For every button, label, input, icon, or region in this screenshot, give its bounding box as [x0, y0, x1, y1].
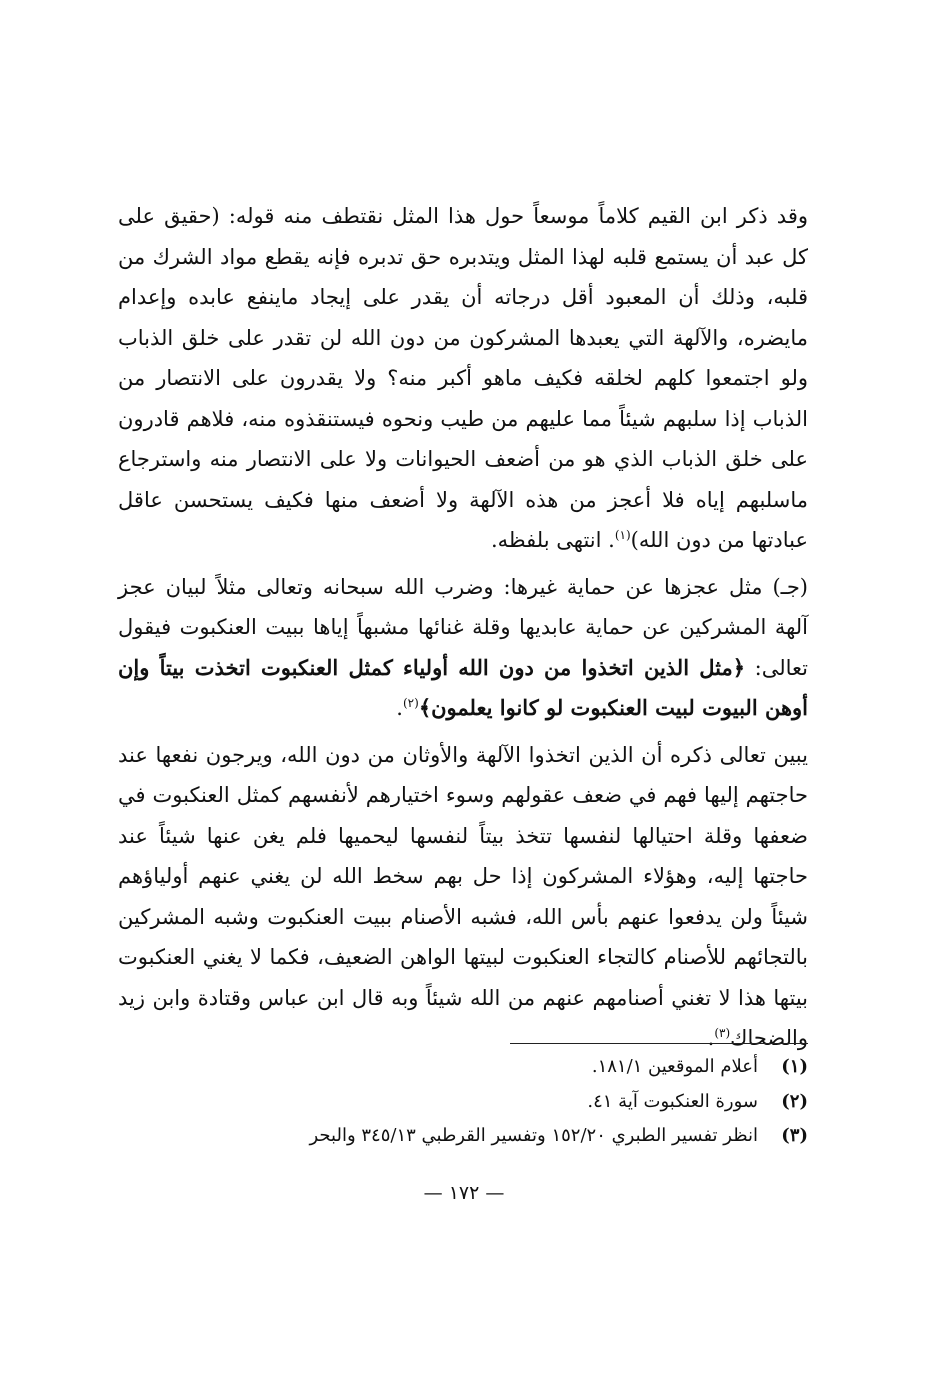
footnote-separator [510, 1043, 808, 1044]
page-number: — ١٧٢ — [423, 1182, 505, 1204]
footnote-ref-3: (٣) [714, 1026, 731, 1040]
paragraph-spider-parable [118, 567, 808, 729]
paragraph-ibn-qayyim-quote [118, 196, 808, 561]
paragraph-end: . انتهى بلفظه. [491, 528, 615, 552]
paragraph-end: . [707, 1026, 715, 1050]
footnote-text: أعلام الموقعين ١٨١/١. [591, 1056, 758, 1077]
main-text [118, 196, 808, 1059]
quran-verse: ﴿مثل الذين اتخذوا من دون الله أولياء كمثل العنكبوت اتخذت بيتاً وإن أوهن البيوت لبيت العنكبوت لو كانوا يعلمون﴾ [118, 654, 808, 720]
footnote-ref-1: (١) [614, 528, 631, 542]
paragraph-end: . [396, 696, 403, 720]
footnote-item [118, 1085, 808, 1120]
footnote-item [118, 1050, 808, 1085]
footnote-text: سورة العنكبوت آية ٤١. [587, 1090, 758, 1112]
paragraph-text: يبين تعالى ذكره أن الذين اتخذوا الآلهة والأوثان من دون الله، ويرجون نفعها عند حاجتهم إليها فهم في ضعف عقولهم وسوء اختيارهم لأنفسهم كمثل العنكبوت في ضعفها وقلة احتيالها لنفسها تتخذ بيتاً لنفسها ليحميها فلم يغن عنها شيئاً عند حاجتها إليه، وهؤلاء المشركون إذا حل بهم سخط الله لن يغني عنهم أولياؤهم شيئاً ولن يدفعوا عنهم بأس الله، فشبه الأصنام ببيت العنكبوت وشبه المشركين بالتجائهم للأصنام كالتجاء العنكبوت لبيتها الواهن الضعيف، فكما لا يغني العنكبوت بيتها هذا لا تغني أصنامهم عنهم من الله شيئاً وبه قال ابن عباس وقتادة وابن زيد والضحاك [118, 742, 808, 1050]
paragraph-text: وقد ذكر ابن القيم كلاماً موسعاً حول هذا المثل نقتطف منه قوله: (حقيق على كل عبد أن يستمع قلبه لهذا المثل ويتدبره حق تدبره فإنه يقطع مواد الشرك من قلبه، وذلك أن المعبود أقل درجاته أن يقدر على إيجاد ماينفع عابده وإعدام مايضره، والآلهة التي يعبدها المشركون من دون الله لن تقدر على خلق الذباب ولو اجتمعوا كلهم لخلقه فكيف ماهو أكبر منه؟ ولا يقدرون على الانتصار من الذباب إذا سلبهم شيئاً مما عليهم من طيب ونحوه فيستنقذوه منه، فلاهم قادرون على خلق الذباب الذي هو من أضعف الحيوانات ولا على الانتصار منه واسترجاع ماسلبهم إياه فلا أعجز من هذه الآلهة ولا أضعف منها فكيف يستحسن عاقل عبادتها من دون الله) [118, 204, 808, 552]
footnote-number: (٢) [781, 1090, 808, 1112]
footnote-number: (١) [781, 1056, 808, 1077]
footnotes [118, 1050, 808, 1154]
footnote-number: (٣) [781, 1125, 808, 1146]
footnote-text: انظر تفسير الطبري ١٥٢/٢٠ وتفسير القرطبي ٣٤٥/١٣ والبحر [309, 1125, 758, 1146]
paragraph-text: (جـ) مثل عجزها عن حماية غيرها: وضرب الله سبحانه وتعالى مثلاً لبيان عجز آلهة المشركين عن حماية عابديها وقلة غنائها مشبهاً إياها ببيت العنكبوت فيقول تعالى: [118, 574, 808, 680]
paragraph-explanation [118, 735, 808, 1059]
footnote-item [118, 1119, 808, 1154]
footnote-ref-2: (٢) [402, 696, 419, 710]
